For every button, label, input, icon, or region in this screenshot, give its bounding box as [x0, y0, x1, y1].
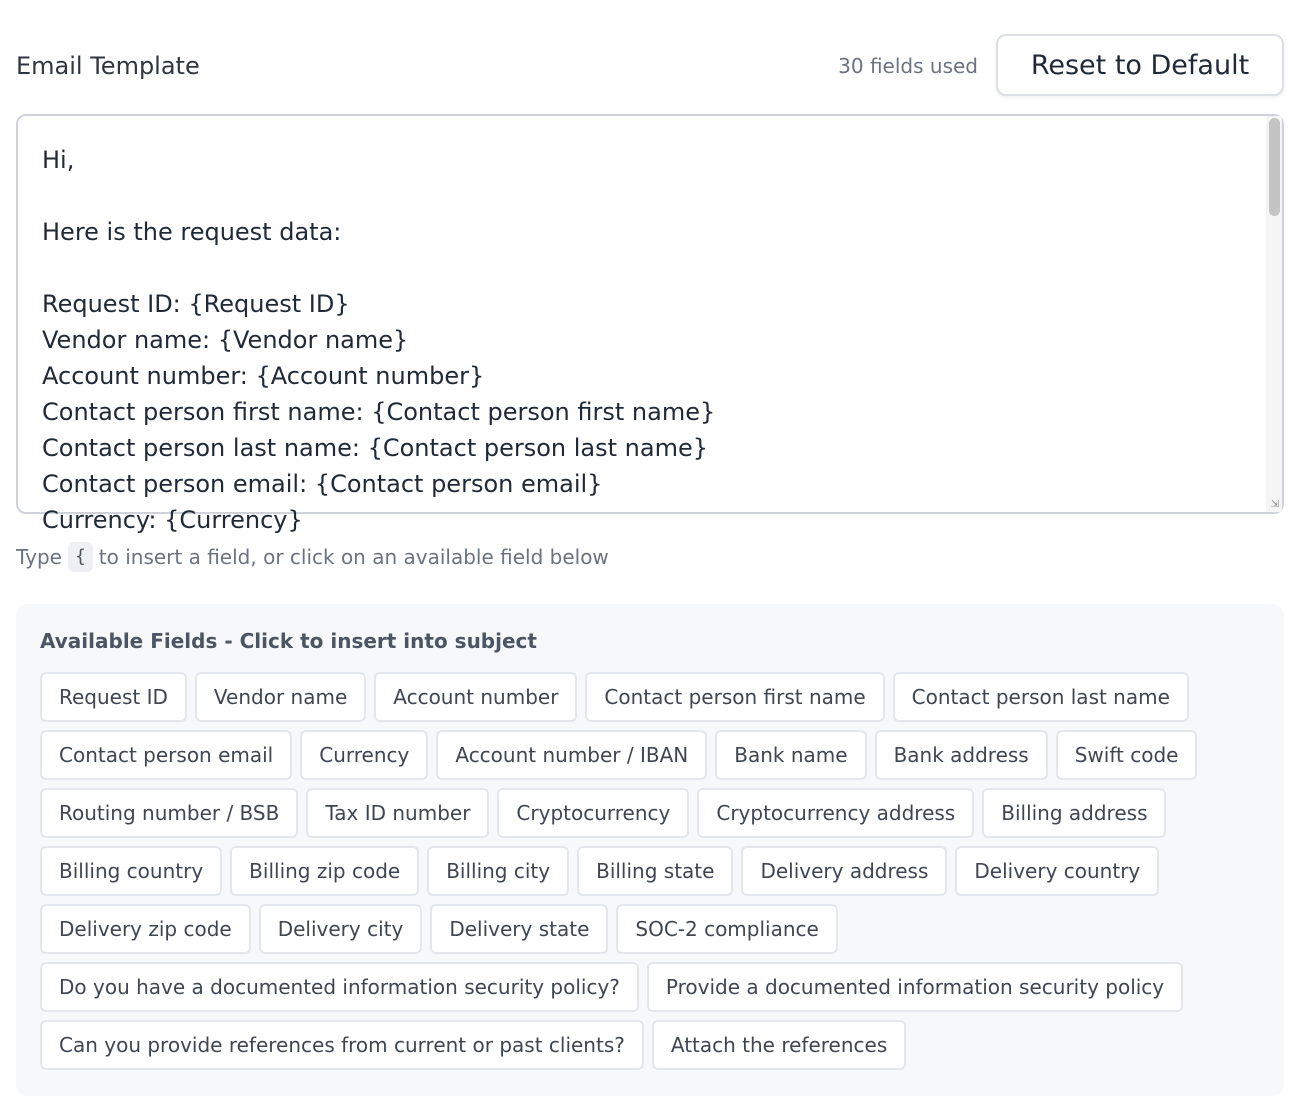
field-chip[interactable]: Attach the references [652, 1020, 906, 1070]
field-chip[interactable]: Routing number / BSB [40, 788, 298, 838]
field-chip[interactable]: Billing state [577, 846, 733, 896]
field-chip[interactable]: Contact person email [40, 730, 292, 780]
field-chip[interactable]: Account number / IBAN [436, 730, 707, 780]
field-chip[interactable]: Billing address [982, 788, 1166, 838]
hint-suffix: to insert a field, or click on an available field below [98, 545, 609, 569]
available-fields-title: Available Fields - Click to insert into subject [40, 629, 537, 653]
editor-scrollbar[interactable] [1266, 116, 1282, 512]
brace-key-badge: { [68, 542, 93, 572]
field-chip[interactable]: Vendor name [195, 672, 366, 722]
reset-to-default-button[interactable]: Reset to Default [996, 34, 1284, 96]
field-chip[interactable]: Delivery city [259, 904, 423, 954]
field-chip[interactable]: Delivery state [430, 904, 608, 954]
field-chip[interactable]: Cryptocurrency address [697, 788, 974, 838]
resize-handle-icon[interactable]: ⇲ [1270, 499, 1280, 510]
field-chip[interactable]: SOC-2 compliance [616, 904, 837, 954]
field-chip[interactable]: Delivery address [741, 846, 947, 896]
fields-used-count: 30 fields used [838, 54, 978, 78]
email-template-editor[interactable] [16, 114, 1284, 534]
field-chip[interactable]: Contact person first name [585, 672, 884, 722]
field-chip[interactable]: Bank name [715, 730, 866, 780]
page-title: Email Template [16, 52, 200, 80]
editor-scrollbar-thumb[interactable] [1269, 118, 1280, 216]
field-chip[interactable]: Can you provide references from current or past clients? [40, 1020, 644, 1070]
field-chip[interactable]: Swift code [1056, 730, 1198, 780]
field-chip[interactable]: Currency [300, 730, 428, 780]
field-chip[interactable]: Billing city [427, 846, 569, 896]
insert-field-hint [16, 542, 609, 572]
field-chip[interactable]: Request ID [40, 672, 187, 722]
field-chip[interactable]: Billing zip code [230, 846, 419, 896]
hint-prefix: Type [16, 545, 62, 569]
field-chip[interactable]: Delivery zip code [40, 904, 251, 954]
field-chip[interactable]: Provide a documented information security policy [647, 962, 1183, 1012]
field-chip[interactable]: Cryptocurrency [497, 788, 689, 838]
field-chip-list [40, 672, 1220, 1070]
field-chip[interactable]: Bank address [875, 730, 1048, 780]
template-header [16, 34, 1284, 98]
field-chip[interactable]: Contact person last name [893, 672, 1189, 722]
field-chip[interactable]: Delivery country [955, 846, 1159, 896]
field-chip[interactable]: Do you have a documented information security policy? [40, 962, 639, 1012]
email-template-text[interactable]: Hi, Here is the request data: Request ID: {Request ID} Vendor name: {Vendor name} Account number: {Account number} Contact person first name: {Contact person first name} Contact person last name: {Contact person last name} Contact person email: {Contact person email} Currency: {Currency} [42, 146, 716, 534]
field-chip[interactable]: Tax ID number [306, 788, 489, 838]
available-fields-panel [16, 604, 1284, 1096]
field-chip[interactable]: Billing country [40, 846, 222, 896]
field-chip[interactable]: Account number [374, 672, 577, 722]
